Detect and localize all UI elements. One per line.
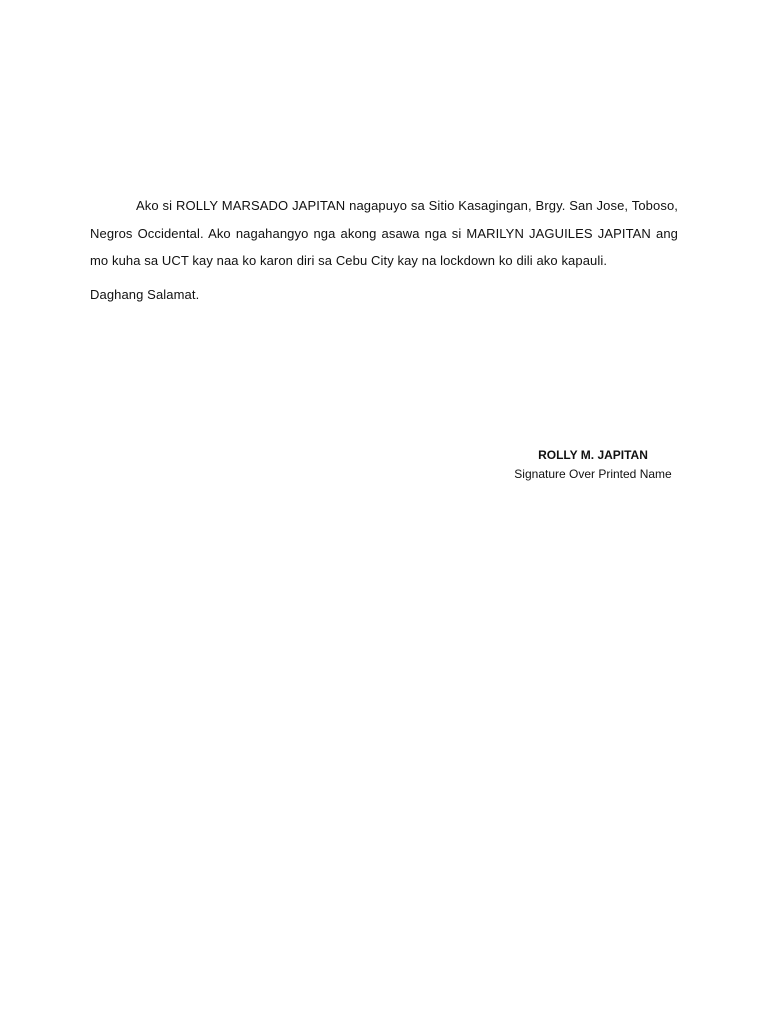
letter-closing: Daghang Salamat. [90,286,200,302]
letter-main-paragraph: Ako si ROLLY MARSADO JAPITAN nagapuyo sa Sitio Kasagingan, Brgy. San Jose, Toboso, Negros Occidental. Ako nagahangyo nga akong asawa nga si MARILYN JAGUILES JAPITAN ang mo kuha sa UCT kay naa ko karon diri sa Cebu City kay na lockdown ko dili ako kapauli. [90,198,678,268]
letter-body [90,192,678,308]
signature-block [500,446,686,484]
signer-name: ROLLY M. JAPITAN [538,448,648,462]
signature-caption: Signature Over Printed Name [514,467,672,481]
